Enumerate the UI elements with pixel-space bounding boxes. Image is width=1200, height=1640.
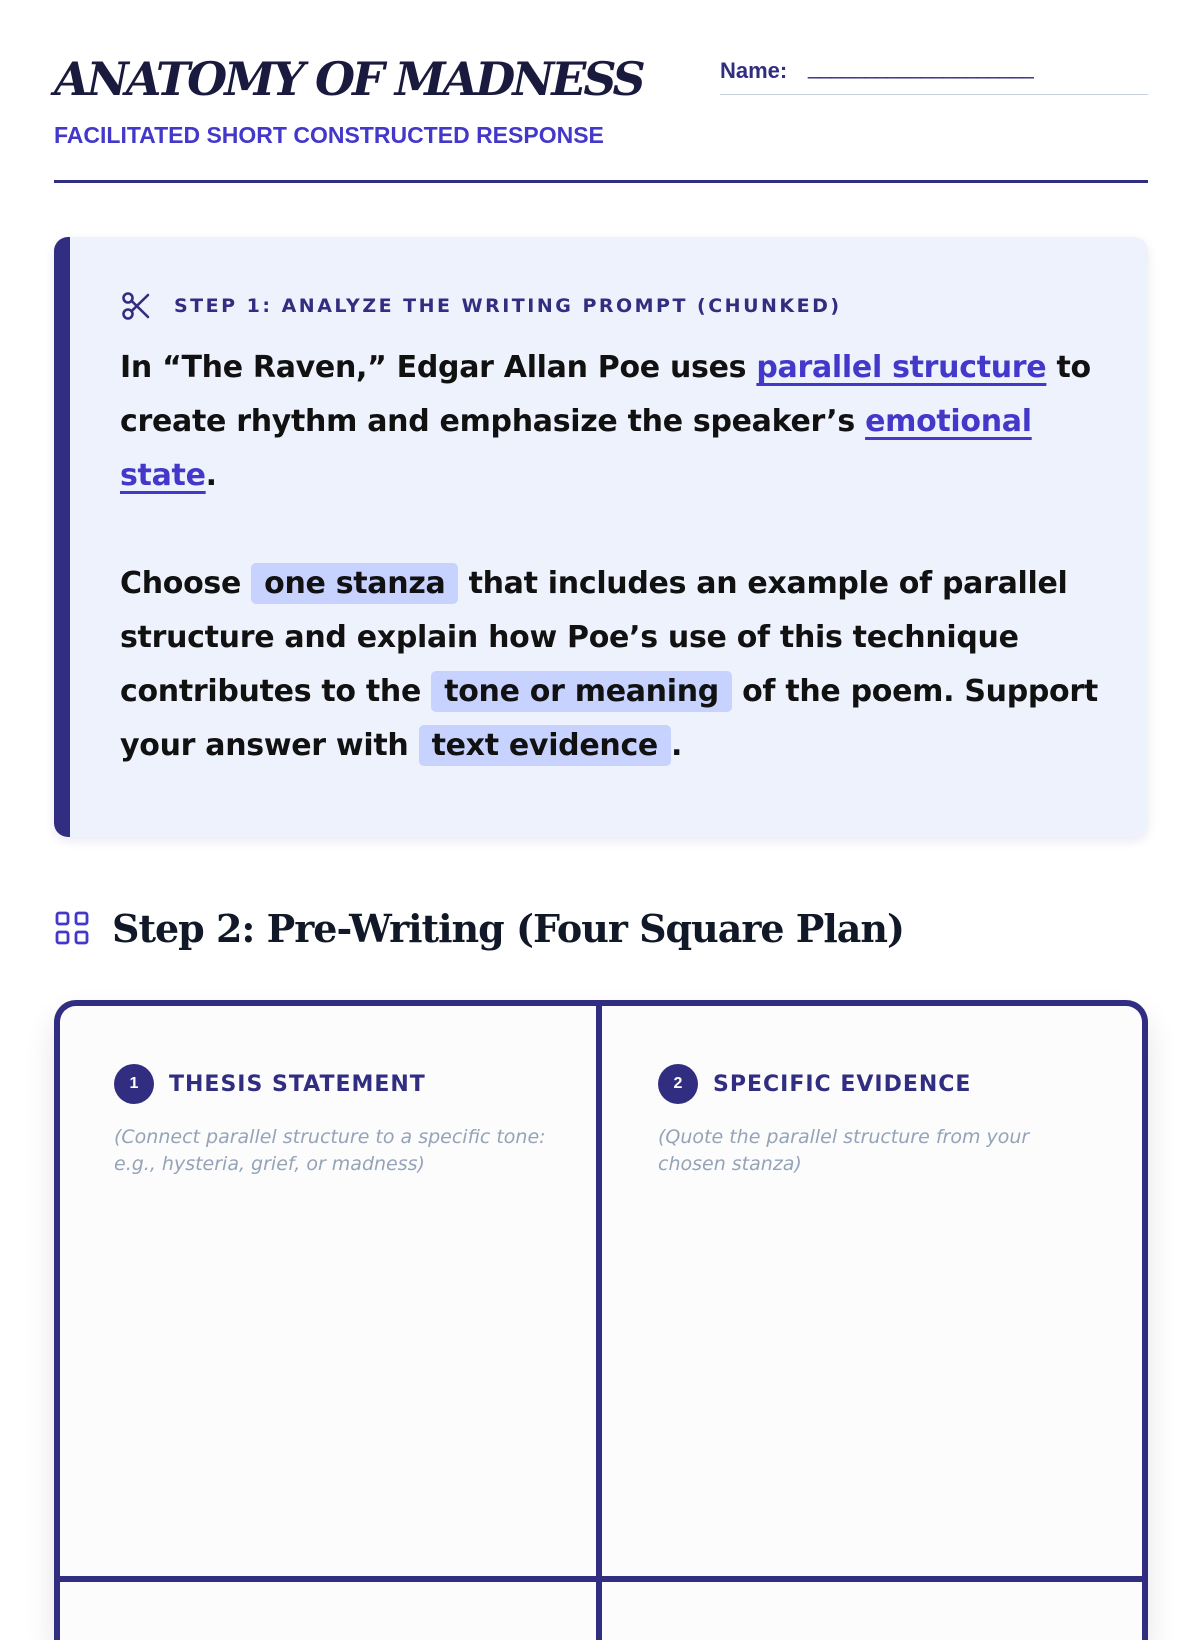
square-title: THESIS STATEMENT — [169, 1071, 426, 1097]
square-title: SPECIFIC EVIDENCE — [713, 1071, 972, 1097]
square-hint — [658, 1124, 1098, 1178]
prompt-text: contributes to the — [120, 674, 432, 709]
prompt-text: Choose — [120, 566, 252, 601]
step1-header — [120, 289, 842, 323]
scissors-icon — [120, 290, 152, 322]
name-field[interactable] — [720, 52, 1148, 95]
prompt-line — [120, 719, 1120, 773]
horizontal-divider — [60, 1576, 1148, 1582]
highlight-text-evidence: text evidence — [419, 725, 671, 766]
hint-line: (Quote the parallel structure from your — [658, 1126, 1030, 1148]
hint-line: (Connect parallel structure to a specific tone: — [114, 1126, 546, 1148]
step2-header — [54, 900, 904, 956]
key-term-emotional-state: state — [120, 458, 206, 493]
key-term-parallel-structure: parallel structure — [756, 350, 1047, 385]
number-badge: 1 — [114, 1064, 154, 1104]
name-label: Name: — [720, 58, 788, 83]
prompt-line — [120, 449, 1120, 503]
key-term-emotional-state: emotional — [865, 404, 1032, 439]
prompt-text: to — [1046, 350, 1091, 385]
prompt-line — [120, 395, 1120, 449]
prompt-paragraph-2 — [120, 557, 1120, 773]
prompt-line — [120, 341, 1120, 395]
prompt-text: . — [670, 728, 683, 763]
prompt-text: . — [205, 458, 217, 493]
square-hint — [114, 1124, 554, 1178]
four-square-plan — [54, 1000, 1148, 1640]
prompt-text: create rhythm and emphasize the speaker’s — [120, 404, 866, 439]
worksheet-page — [54, 0, 1148, 1600]
square-thesis-statement[interactable] — [60, 1006, 596, 1576]
step1-prompt-card — [54, 237, 1148, 837]
worksheet-subtitle: FACILITATED SHORT CONSTRUCTED RESPONSE — [54, 122, 604, 148]
prompt-text: of the poem. Support — [731, 674, 1098, 709]
name-blank-line[interactable]: ____________________ — [808, 54, 1033, 79]
prompt-text: In “The Raven,” Edgar Allan Poe uses — [120, 350, 757, 385]
square-header — [658, 1064, 971, 1104]
hint-line: chosen stanza) — [658, 1153, 802, 1175]
square-header — [114, 1064, 426, 1104]
grid-icon — [54, 910, 90, 946]
highlight-one-stanza: one stanza — [251, 563, 458, 604]
hint-line: e.g., hysteria, grief, or madness) — [114, 1153, 425, 1175]
worksheet-title: ANATOMY OF MADNESS — [54, 52, 643, 106]
prompt-line — [120, 665, 1120, 719]
step1-label: STEP 1: ANALYZE THE WRITING PROMPT (CHUNKED) — [174, 295, 842, 317]
card-accent-bar — [54, 237, 70, 837]
prompt-text: that includes an example of parallel — [458, 566, 1068, 601]
worksheet-header — [54, 0, 1148, 184]
step2-heading: Step 2: Pre-Writing (Four Square Plan) — [112, 905, 905, 951]
prompt-line — [120, 557, 1120, 611]
header-divider — [54, 180, 1148, 183]
square-specific-evidence[interactable] — [602, 1006, 1142, 1576]
number-badge: 2 — [658, 1064, 698, 1104]
prompt-paragraph-1 — [120, 341, 1120, 503]
prompt-text: your answer with — [120, 728, 419, 763]
prompt-line: structure and explain how Poe’s use of this technique — [120, 620, 1019, 655]
highlight-tone-or-meaning: tone or meaning — [431, 671, 732, 712]
